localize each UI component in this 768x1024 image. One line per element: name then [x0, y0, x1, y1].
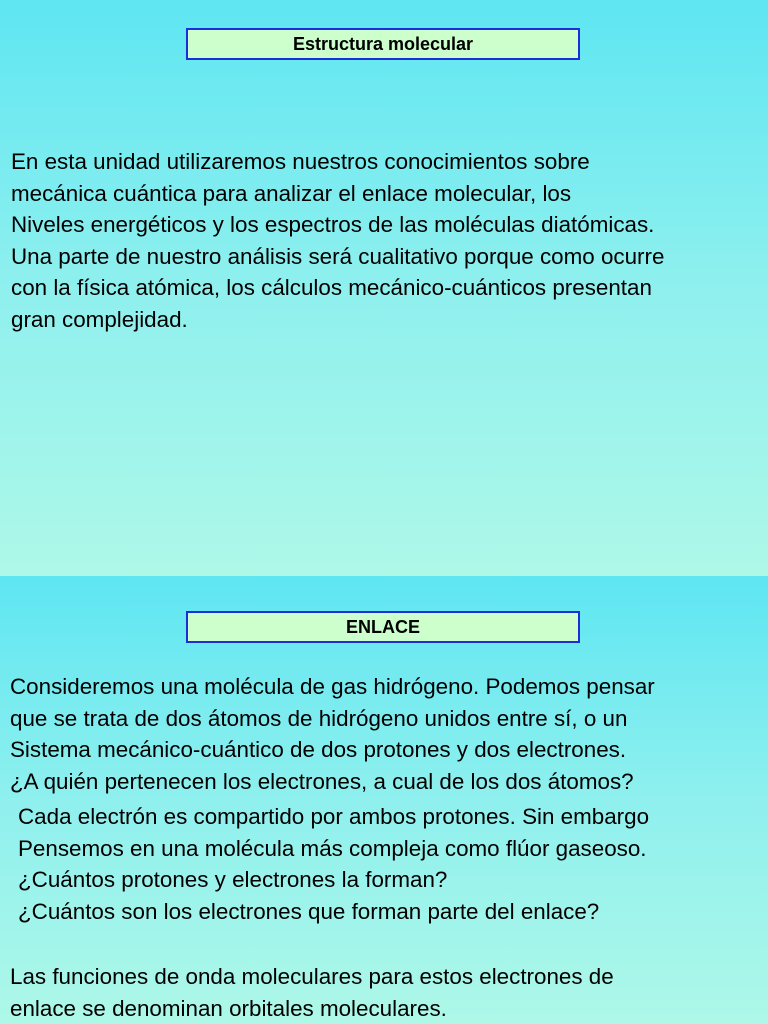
- intro-paragraph: En esta unidad utilizaremos nuestros conocimientos sobre mecánica cuántica para analizar el enlace molecular, los Niveles energéticos y los espectros de las moléculas diatómicas. Una parte de nuestro análisis será cualitativo porque como ocurre con la física atómica, los cálculos mecánico-cuánticos presentan gran complejidad.: [11, 149, 665, 332]
- slide-title: Estructura molecular: [186, 28, 580, 60]
- fluorine-paragraph: Cada electrón es compartido por ambos protones. Sin embargo Pensemos en una molécula más compleja como flúor gaseoso. ¿Cuántos protones y electrones la forman? ¿Cuántos son los electrones que forman parte del enlace?: [18, 804, 650, 924]
- slide-enlace: [0, 576, 768, 1024]
- hydrogen-paragraph: Consideremos una molécula de gas hidrógeno. Podemos pensar que se trata de dos átomos de hidrógeno unidos entre sí, o un Sistema mecánico-cuántico de dos protones y dos electrones. ¿A quién pertenecen los electrones, a cual de los dos átomos?: [10, 674, 655, 794]
- orbitals-paragraph: Las funciones de onda moleculares para estos electrones de enlace se denominan orbitales moleculares.: [10, 964, 614, 1021]
- slide-title: ENLACE: [186, 611, 580, 643]
